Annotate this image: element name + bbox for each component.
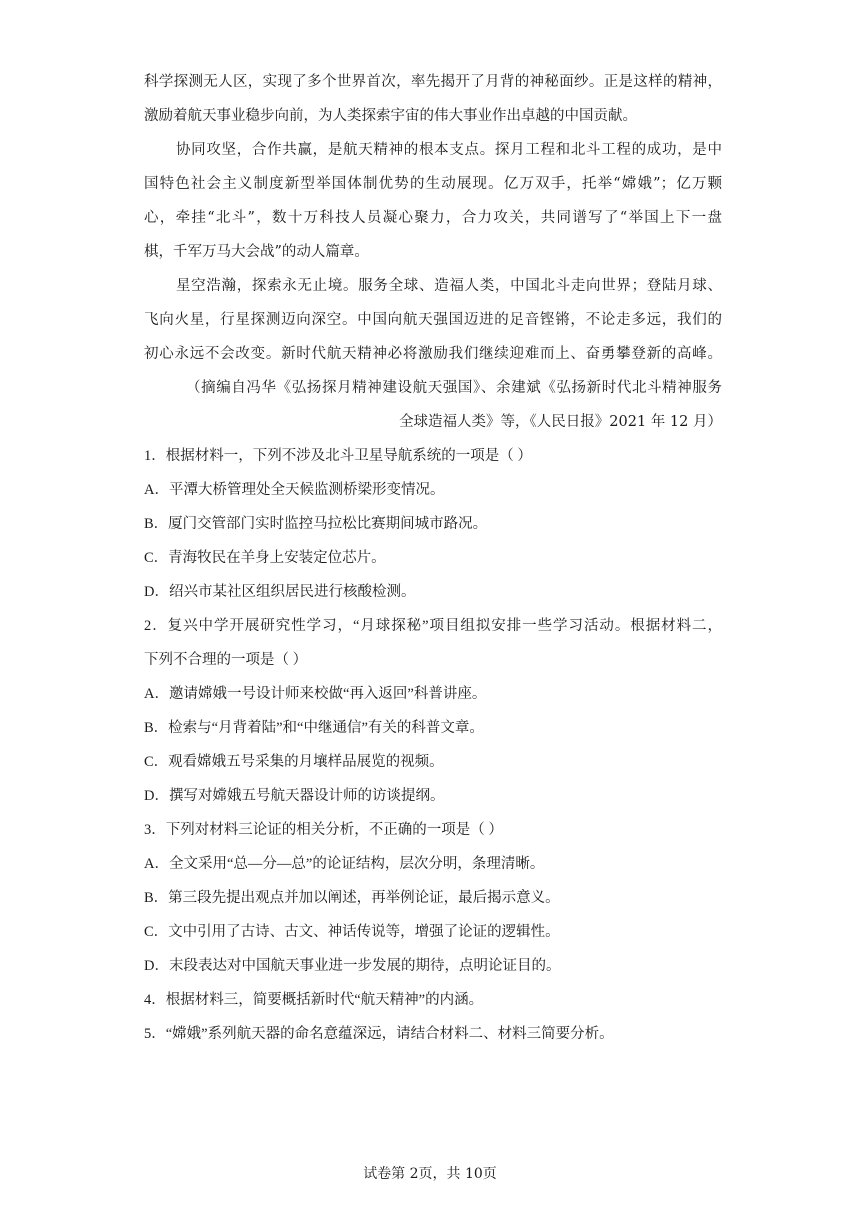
page-footer: 试卷第 2页，共 10页 <box>363 1166 497 1182</box>
option-d: D．撰写对嫦娥五号航天器设计师的访谈提纲。 <box>144 788 445 804</box>
passage-line: 协同攻坚，合作共赢，是航天精神的根本支点。探月工程和北斗工程的成功，是中 <box>176 142 722 158</box>
source-citation-line: 全球造福人类》等，《人民日报》2021 年 12 月） <box>399 414 722 430</box>
question-5: 5．“嫦娥”系列航天器的命名意蕴深远，请结合材料二、材料三简要分析。 <box>144 1026 614 1042</box>
passage-line: 星空浩瀚，探索永无止境。服务全球、造福人类，中国北斗走向世界；登陆月球、 <box>176 278 722 294</box>
option-c: C．观看嫦娥五号采集的月壤样品展览的视频。 <box>144 754 444 770</box>
option-d: D．末段表达对中国航天事业进一步发展的期待，点明论证目的。 <box>144 958 561 974</box>
option-c: C．文中引用了古诗、古文、神话传说等，增强了论证的逻辑性。 <box>144 924 560 940</box>
option-c: C．青海牧民在羊身上安装定位芯片。 <box>144 550 386 566</box>
option-a: A．邀请嫦娥一号设计师来校做“再入返回”科普讲座。 <box>144 686 487 702</box>
passage-line: 初心永远不会改变。新时代航天精神必将激励我们继续迎难而上、奋勇攀登新的高峰。 <box>144 346 722 362</box>
question-4: 4．根据材料三，简要概括新时代“航天精神”的内涵。 <box>144 992 484 1008</box>
question-2: 2．复兴中学开展研究性学习，“月球探秘”项目组拟安排一些学习活动。根据材料二， <box>144 618 722 634</box>
passage-line: 国特色社会主义制度新型举国体制优势的生动展现。亿万双手，托举“嫦娥”；亿万颗 <box>144 176 722 192</box>
source-citation-line: （摘编自冯华《弘扬探月精神建设航天强国》、余建斌《弘扬新时代北斗精神服务 <box>186 380 722 396</box>
passage-line: 激励着航天事业稳步向前，为人类探索宇宙的伟大事业作出卓越的中国贡献。 <box>144 108 637 124</box>
question-2-continued: 下列不合理的一项是（ ） <box>144 652 308 668</box>
passage-line: 飞向火星，行星探测迈向深空。中国向航天强国迈进的足音铿锵，不论走多远，我们的 <box>144 312 722 328</box>
option-a: A．全文采用“总—分—总”的论证结构，层次分明，条理清晰。 <box>144 856 545 872</box>
option-b: B．检索与“月背着陆”和“中继通信”有关的科普文章。 <box>144 720 484 736</box>
question-3: 3．下列对材料三论证的相关分析，不正确的一项是（ ） <box>144 822 503 838</box>
option-d: D．绍兴市某社区组织居民进行核酸检测。 <box>144 584 416 600</box>
passage-line: 棋，千军万马大会战”的动人篇章。 <box>144 244 369 260</box>
option-b: B．厦门交管部门实时监控马拉松比赛期间城市路况。 <box>144 516 488 532</box>
question-1: 1．根据材料一，下列不涉及北斗卫星导航系统的一项是（ ） <box>144 448 532 464</box>
passage-line: 心，牵挂“北斗”，数十万科技人员凝心聚力，合力攻关，共同谱写了“举国上下一盘 <box>144 210 722 226</box>
passage-line: 科学探测无人区，实现了多个世界首次，率先揭开了月背的神秘面纱。正是这样的精神， <box>144 74 722 90</box>
option-b: B．第三段先提出观点并加以阐述，再举例论证，最后揭示意义。 <box>144 890 560 906</box>
option-a: A．平潭大桥管理处全天候监测桥梁形变情况。 <box>144 482 445 498</box>
